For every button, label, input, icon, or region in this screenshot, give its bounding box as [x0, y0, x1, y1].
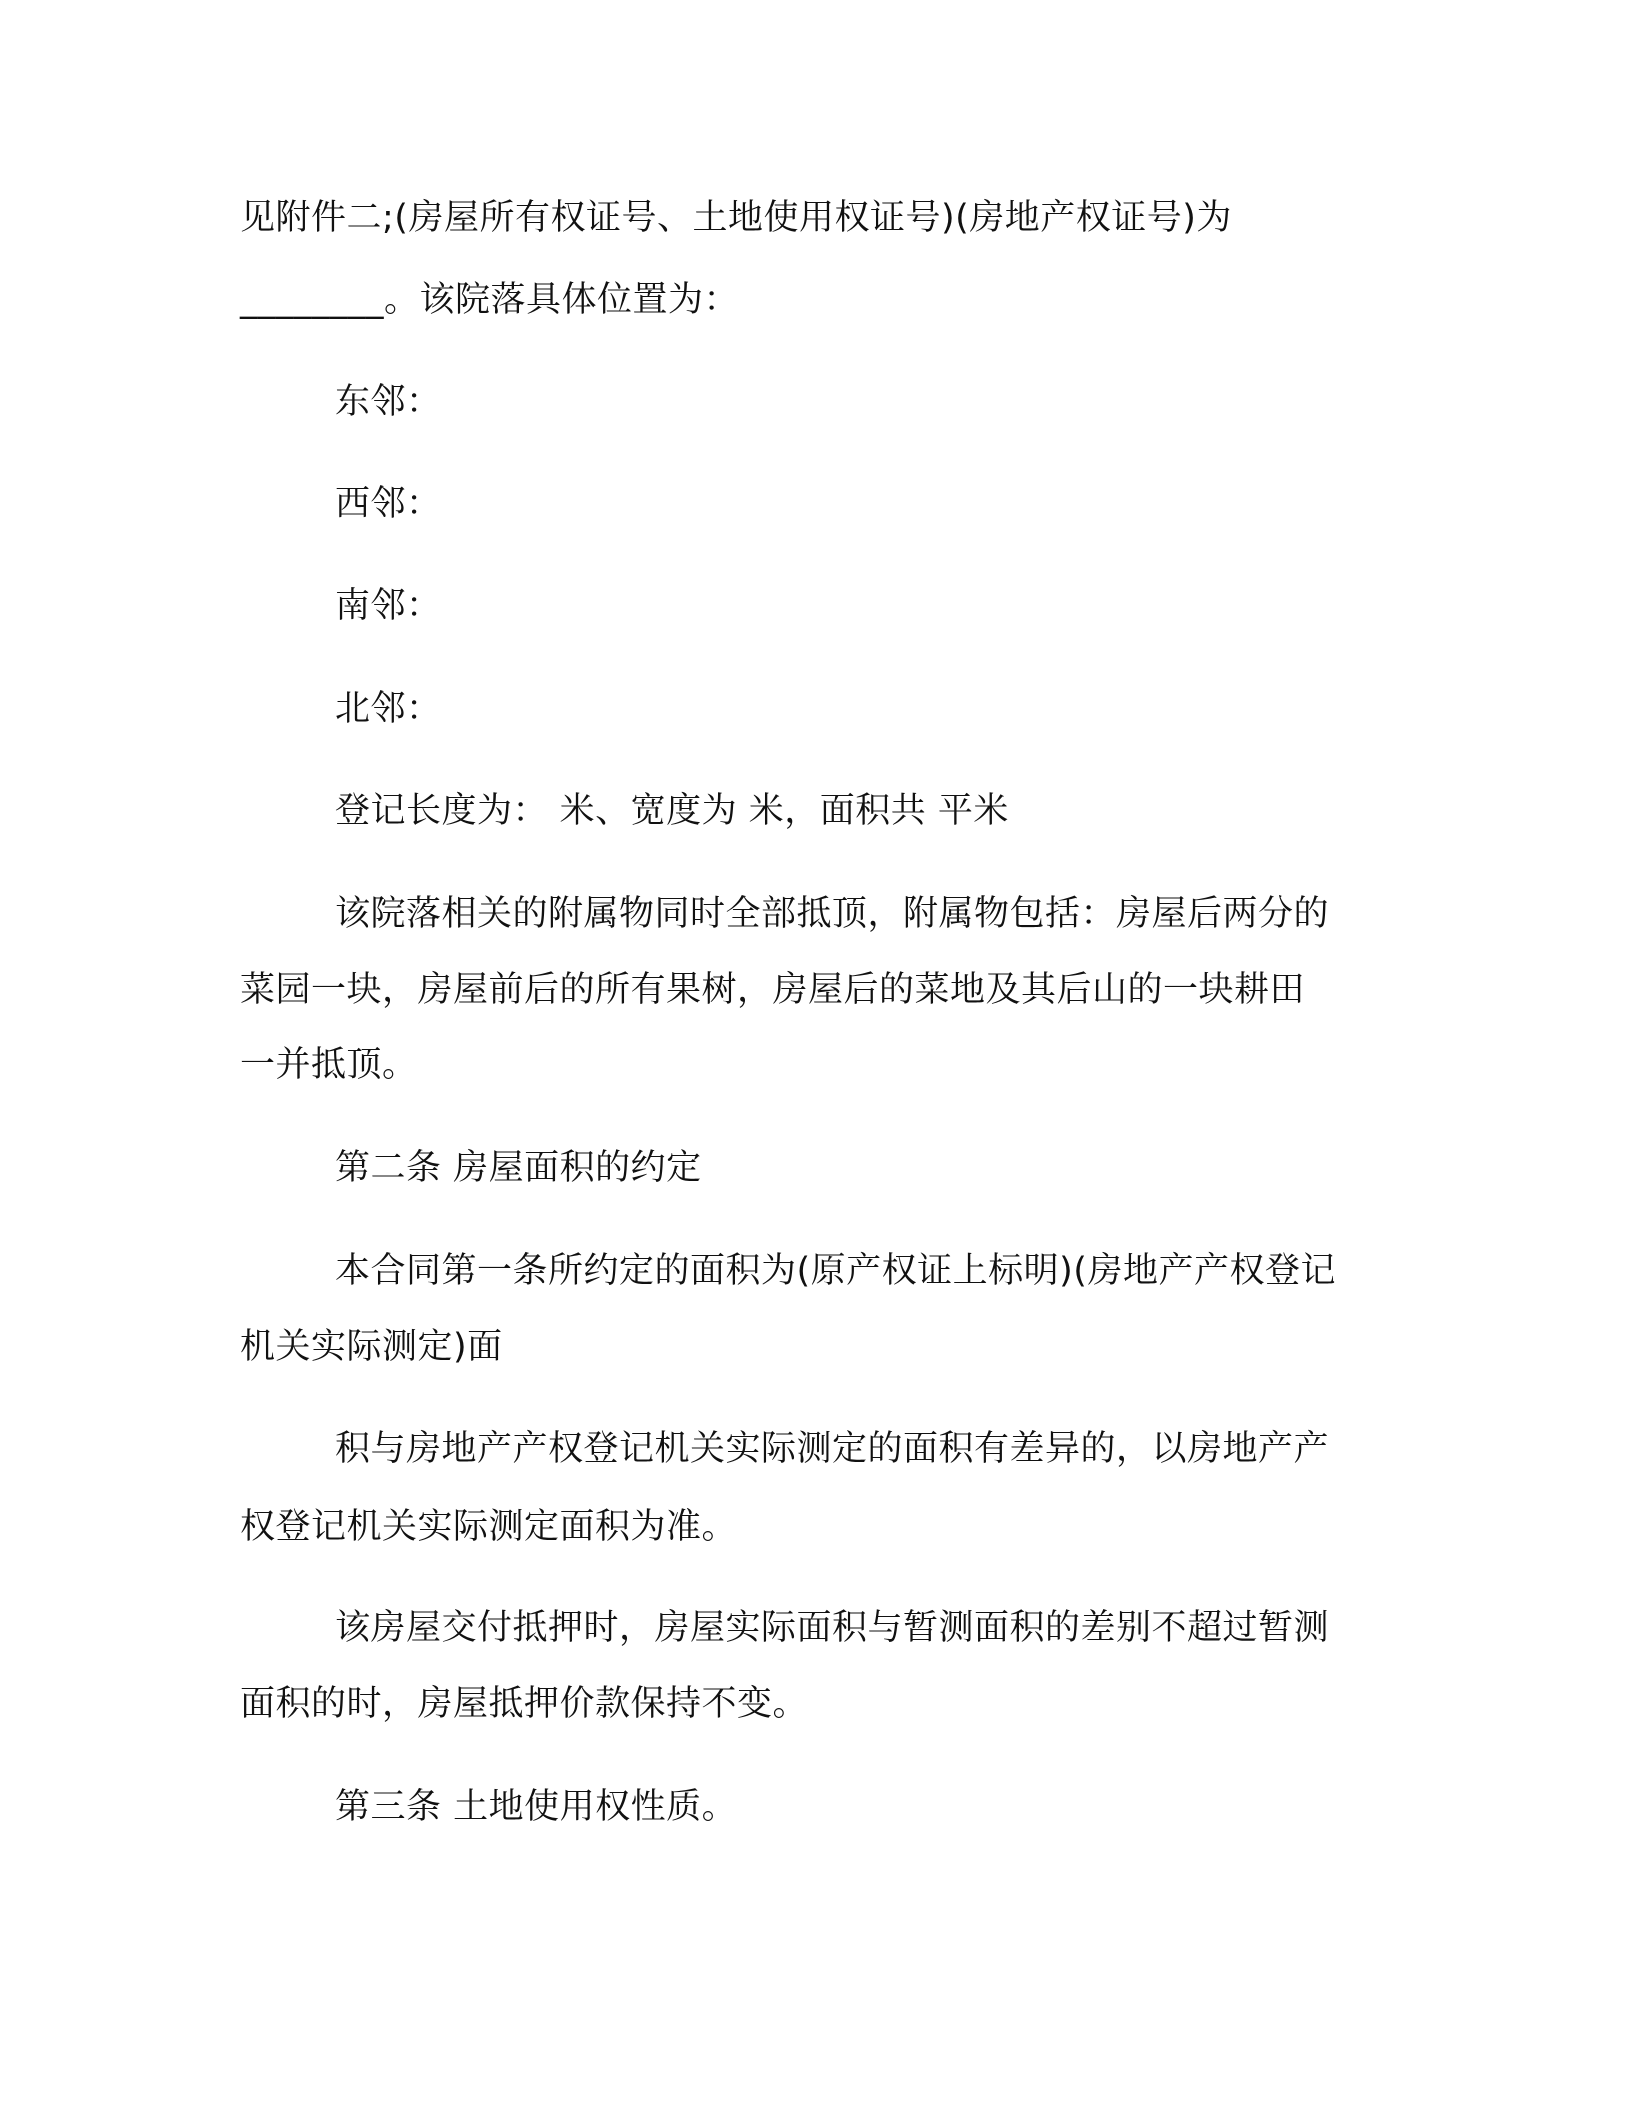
text-line: 本合同第一条所约定的面积为(原产权证上标明)(房地产产权登记 [335, 1251, 1336, 1291]
section-heading-3: 第三条 土地使用权性质。 [335, 1787, 738, 1827]
text-line: 面积的时，房屋抵押价款保持不变。 [240, 1684, 809, 1724]
text-line: 权登记机关实际测定面积为准。 [240, 1507, 738, 1547]
text-line-south-neighbor: 南邻： [335, 586, 442, 626]
text-line: 菜园一块，房屋前后的所有果树，房屋后的菜地及其后山的一块耕田 [240, 970, 1306, 1010]
text-line: 积与房地产产权登记机关实际测定的面积有差异的，以房地产产 [335, 1429, 1330, 1469]
text-line: 见附件二;(房屋所有权证号、土地使用权证号)(房地产权证号)为 [240, 198, 1232, 238]
text-line: 登记长度为： 米、宽度为 米，面积共 平米 [335, 791, 1009, 831]
text-line: 该院落相关的附属物同时全部抵顶，附属物包括：房屋后两分的 [335, 894, 1330, 934]
text-line-east-neighbor: 东邻： [335, 382, 442, 422]
text-line: ________。该院落具体位置为： [240, 280, 740, 320]
text-line: 一并抵顶。 [240, 1045, 418, 1085]
text-line: 机关实际测定)面 [240, 1327, 503, 1367]
text-line-north-neighbor: 北邻： [335, 689, 442, 729]
section-heading-2: 第二条 房屋面积的约定 [335, 1148, 702, 1188]
text-line-west-neighbor: 西邻： [335, 484, 442, 524]
text-line: 该房屋交付抵押时，房屋实际面积与暂测面积的差别不超过暂测 [335, 1608, 1330, 1648]
